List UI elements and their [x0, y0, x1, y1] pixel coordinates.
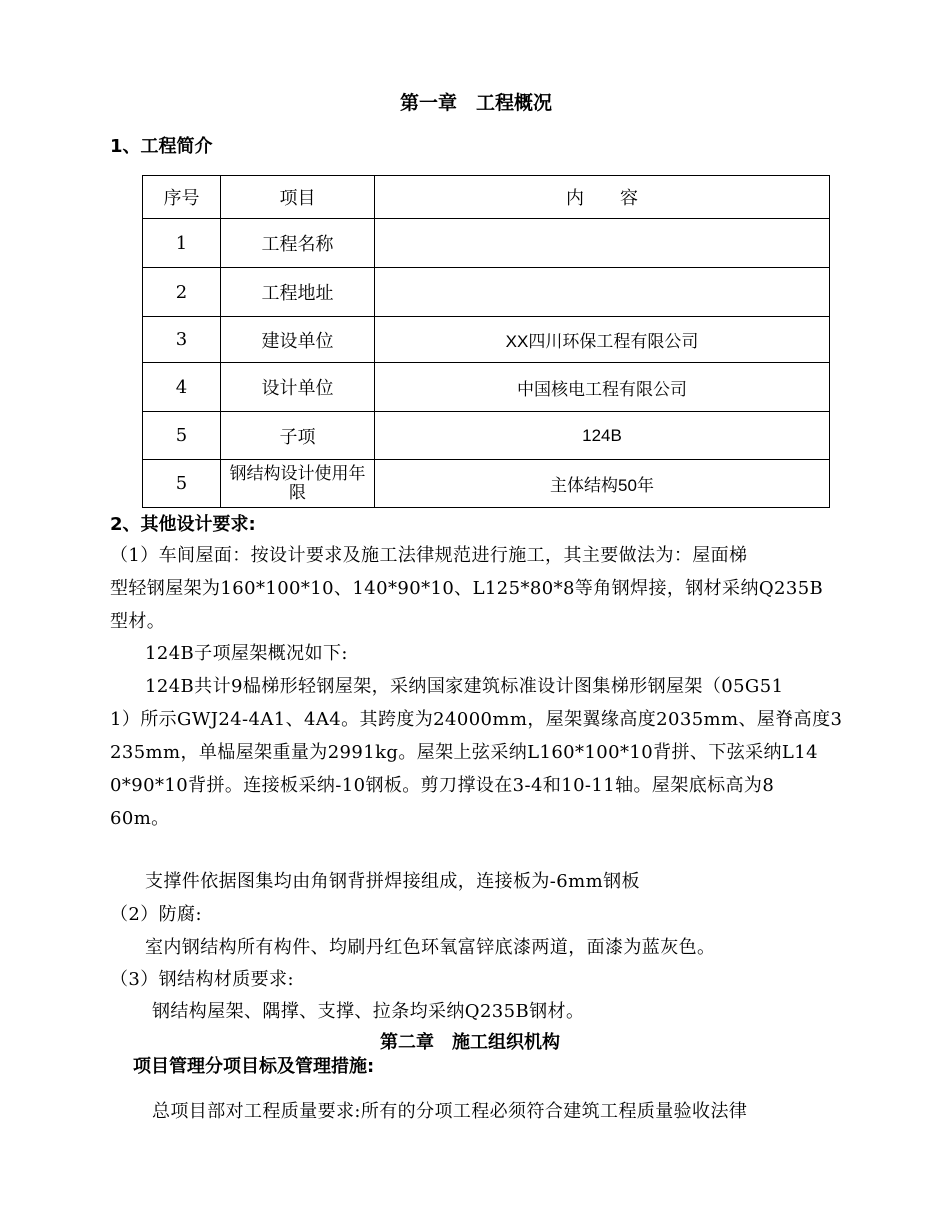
- table-row: [143, 363, 830, 412]
- para6: 室内钢结构所有构件、均刷丹红色环氧富锌底漆两道，面漆为蓝灰色。: [145, 937, 716, 958]
- para1-line2: 型轻钢屋架为160*100*10、140*90*10、L125*80*8等角钢焊接，钢材采纳Q235B: [110, 578, 824, 599]
- para5: （2）防腐:: [110, 904, 202, 925]
- para3-line2: 1）所示GWJ24-4A1、4A4。其跨度为24000mm，屋架翼缘高度2035mm、屋脊高度3: [110, 709, 843, 730]
- header-no: 序号: [143, 176, 221, 219]
- row-item: 建设单位: [221, 317, 375, 363]
- para1-line3: 型材。: [110, 611, 166, 632]
- chapter1-title: 第一章 工程概况: [400, 92, 553, 114]
- table-header-row: [143, 176, 830, 219]
- section2-title: 2、其他设计要求:: [110, 514, 256, 535]
- para3-line1: 124B共计9榀梯形轻钢屋架，采纳国家建筑标准设计图集梯形钢屋架（05G51: [145, 676, 784, 697]
- para7: （3）钢结构材质要求:: [110, 969, 294, 990]
- para3-line3: 235mm，单榀屋架重量为2991kg。屋架上弦采纳L160*100*10背拼、下弦采纳L14: [110, 742, 818, 763]
- row-item: 工程地址: [221, 268, 375, 317]
- row-item: 设计单位: [221, 363, 375, 412]
- chapter2-title: 第二章 施工组织机构: [380, 1032, 560, 1053]
- row-item: 子项: [221, 412, 375, 460]
- para3-line4: 0*90*10背拼。连接板采纳-10钢板。剪刀撑设在3-4和10-11轴。屋架底标高为8: [110, 775, 775, 796]
- section3-title: 项目管理分项目标及管理措施:: [133, 1056, 375, 1077]
- row-no: 1: [143, 219, 221, 268]
- row-no: 5: [143, 412, 221, 460]
- row-content: XX四川环保工程有限公司: [375, 317, 830, 363]
- row-no: 4: [143, 363, 221, 412]
- table-row: [143, 219, 830, 268]
- table-row: [143, 268, 830, 317]
- section1-title: 1、工程简介: [110, 136, 213, 157]
- table-row: [143, 460, 830, 508]
- para3-line5: 60m。: [110, 808, 170, 829]
- row-no: 3: [143, 317, 221, 363]
- para4: 支撑件依据图集均由角钢背拼焊接组成，连接板为-6mm钢板: [145, 871, 640, 892]
- row-content: [375, 268, 830, 317]
- table-row: [143, 412, 830, 460]
- row-no: 5: [143, 460, 221, 508]
- row-content: 中国核电工程有限公司: [375, 363, 830, 412]
- header-content: 内 容: [375, 176, 830, 219]
- table-row: [143, 317, 830, 363]
- row-content: [375, 219, 830, 268]
- header-item: 项目: [221, 176, 375, 219]
- para1-line1: （1）车间屋面：按设计要求及施工法律规范进行施工，其主要做法为：屋面梯: [110, 545, 748, 566]
- para2: 124B子项屋架概况如下:: [145, 643, 348, 664]
- row-content: 124B: [375, 412, 830, 460]
- para8: 钢结构屋架、隅撑、支撑、拉条均采纳Q235B钢材。: [152, 1001, 585, 1022]
- row-no: 2: [143, 268, 221, 317]
- row-item: 钢结构设计使用年限: [221, 460, 375, 508]
- row-item: 工程名称: [221, 219, 375, 268]
- project-info-table: [142, 175, 830, 508]
- row-content: 主体结构50年: [375, 460, 830, 508]
- section3-para1: 总项目部对工程质量要求:所有的分项工程必须符合建筑工程质量验收法律: [152, 1101, 748, 1122]
